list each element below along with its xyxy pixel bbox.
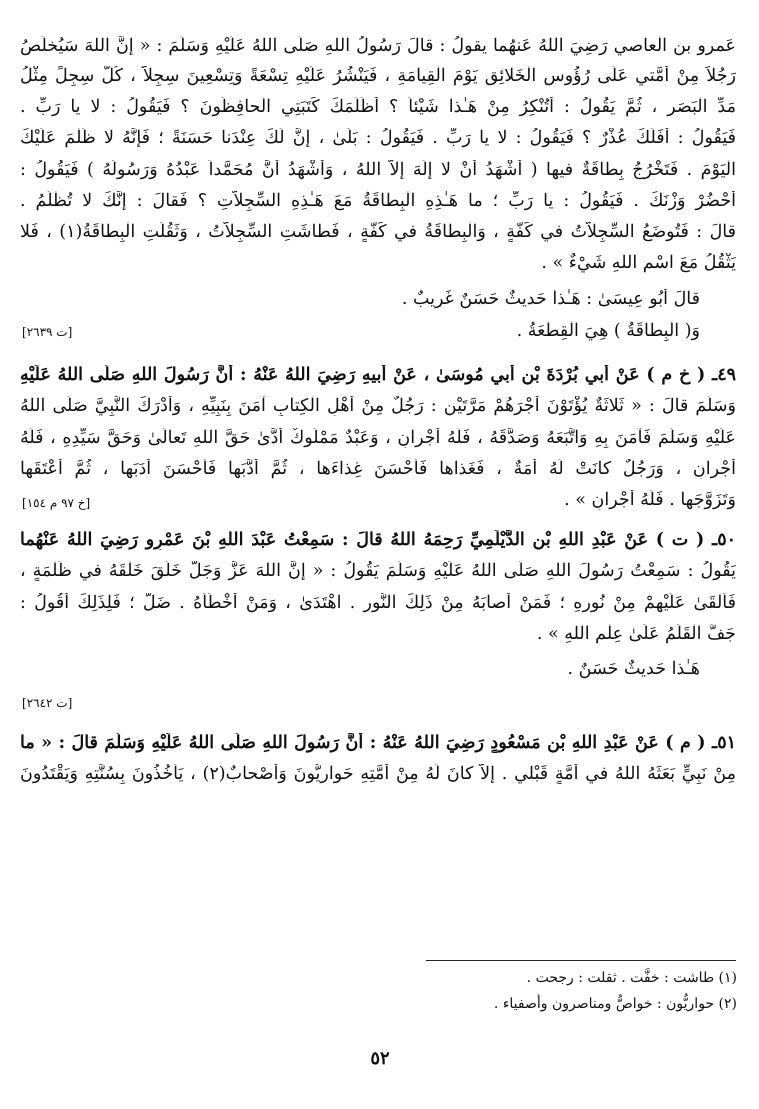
text-line: يَقُولُ : سَمِعْتُ رَسُولَ اللهِ صَلَّى اللهُ عَلَيْهِ وَسَلَّمَ يَقُولُ : « إِنَّ اللهَ عَزَّ وَجَلَّ خَلَقَ خَلْقَهُ في ظُلْمَةٍ ، [20,561,736,581]
gloss-note: وَ( الْبِطاقَةُ ) هِيَ الْقِطْعَةُ . [516,321,700,341]
text-line: مِنْ نَبِيٍّ بَعَثَهُ اللهُ في أُمَّةٍ قَبْلي . إِلاَّ كانَ لَهُ مِنْ أُمَّتِهِ حَوارِيُّونَ وَأَصْحابٌ(٢) ، يَأْخُذُونَ بِسُنَّتِهِ وَيَقْتَدُونَ [20,764,736,784]
text-line: عَمرو بنِ الْعاصي رَضِيَ اللهُ عَنهُما يقولُ : قالَ رَسُولُ اللهِ صَلَّى اللهُ عَلَيْهِ وَسَلَّمَ : « إِنَّ اللهَ سَيُخلِّصُ [20,36,736,56]
text-line: أَجْرانِ ، وَرَجُلٌ كانَتْ لَهُ أَمَةٌ ، فَغَذاها فَأَحْسَنَ غِذاءَها ، ثُمَّ أَدَّبَها فَأَحْسَنَ أَدَبَها ، ثُمَّ أَعْتَقَها [20,459,736,479]
text-line: يَثْقُلُ مَعَ اسْمِ اللهِ شَيْءٌ » . [541,253,736,273]
text-line: عَلَيْهِ وَسَلَّمَ فَآمَنَ بِهِ وَاتَّبَعَهُ وَصَدَّقَهُ ، فَلَهُ أَجْرانِ ، وَعَبْدٌ مَمْلُوكٌ أَدَّىٰ حَقَّ اللهِ تَعالَىٰ وَحَقَّ سَيِّدِهِ ، فَلَهُ [20,428,736,448]
text-line: وَتَزَوَّجَها . فَلَهُ أَجْرانِ » . [564,490,736,510]
source-reference: [ت ٢٦٤٢] [22,696,73,710]
footnote-2: (٢) حواريُّون : خواصُّ ومناصرون وأصفياء . [493,996,737,1012]
source-reference: [خ ٩٧ م ١٥٤] [22,496,91,510]
hadith-51-line: ٥١ـ ( م ) عَنْ عَبْدِ اللهِ بْنِ مَسْعُودٍ رَضِيَ اللهُ عَنْهُ : أَنَّ رَسُولَ اللهِ صَلَّى اللهُ عَلَيْهِ وَسَلَّمَ قالَ : « ما [20,733,736,753]
page-number: ٥٢ [370,1048,390,1069]
footnote-divider [426,960,736,961]
text-line: مَدِّ الْبَصَرِ ، ثُمَّ يَقُولُ : أَتُنْكِرُ مِنْ هَـٰذا شَيْئاً ؟ أَظَلَمَكَ كَتَبَتِي الْحافِظُونَ ؟ فَيَقُولُ : لا يا رَبِّ . [20,97,736,117]
hadith-49-line: ٤٩ـ ( خ م ) عَنْ أَبي بُرْدَةَ بْنِ أَبي مُوسَىٰ ، عَنْ أَبيهِ رَضِيَ اللهُ عَنْهُ : أَنَّ رَسُولَ اللهِ صَلَّى اللهُ عَلَيْهِ [20,365,736,385]
text-line: وَسَلَّمَ قالَ : « ثَلاثَةٌ يُؤْتَوْنَ أَجْرَهُمْ مَرَّتَيْنِ : رَجُلٌ مِنْ أَهْلِ الْكِتابِ آمَنَ بِنَبِيِّهِ ، وَأَدْرَكَ النَّبِيَّ صَلَّى اللهُ [20,396,736,416]
text-line: أَحْضُرْ وَزْنَكَ . فَيَقُولُ : يا رَبِّ ؛ ما هَـٰذِهِ الْبِطاقَةُ مَعَ هَـٰذِهِ السِّجِلاَّتِ ؟ فَقالَ : إِنَّكَ لا تُظْلَمُ . [20,191,736,211]
text-line: قالَ : فَتُوضَعُ السِّجِلاَّتُ في كَفَّةٍ ، وَالْبِطاقَةُ في كَفَّةٍ ، فَطاشَتِ السِّجِلاَّتُ ، وَثَقُلَتِ الْبِطاقَةُ(١) ، فَلا [20,222,736,242]
grading-note: هَـٰذا حَديثٌ حَسَنٌ . [567,659,700,679]
hadith-50-line: ٥٠ـ ( ت ) عَنْ عَبْدِ اللهِ بْنِ الدَّيْلَمِيِّ رَحِمَهُ اللهُ قالَ : سَمِعْتُ عَبْدَ اللهِ بْنَ عَمْرٍو رَضِيَ اللهُ عَنْهُما [20,530,736,550]
text-line: رَجُلاً مِنْ أُمَّتي عَلَى رُؤُوسِ الْخَلائِقِ يَوْمَ الْقِيامَةِ ، فَيَنْشُرُ عَلَيْهِ تِسْعَةً وَتِسْعِينَ سِجِلاًّ ، كُلُّ سِجِلٍّ مِثْلُ [20,66,736,86]
footnote-1: (١) طاشت : خفَّت . ثقلت : رجحت . [526,970,737,986]
source-reference: [ت ٢٦٣٩] [22,325,73,339]
text-line: فَيَقُولُ : أَفَلَكَ عُذْرٌ ؟ فَيَقُولُ : لا يا رَبِّ . فَيَقُولُ : بَلَىٰ ، إِنَّ لَكَ عِنْدَنا حَسَنَةً ؛ فَإِنَّهُ لا ظُلْمَ عَلَيْكَ [20,128,736,148]
grading-note: قالَ أَبُو عِيسَىٰ : هَـٰذا حَديثٌ حَسَنٌ غَريبٌ . [401,289,700,309]
text-line: جَفَّ الْقَلَمُ عَلَىٰ عِلْمِ اللهِ » . [536,624,736,644]
text-line: فَأَلْقَىٰ عَلَيْهِمْ مِنْ نُورِهِ ؛ فَمَنْ أَصابَهُ مِنْ ذَلِكَ النُّورِ . اهْتَدَىٰ ، وَمَنْ أَخْطَأَهُ . ضَلَّ ؛ فَلِذَلِكَ أَقُولُ : [20,593,736,613]
text-line: الْيَوْمَ . فَتَخْرُجُ بِطاقَةٌ فيها ( أَشْهَدُ أَنْ لا إِلَهَ إِلاَّ اللهُ ، وَأَشْهَدُ أَنَّ مُحَمَّداً عَبْدُهُ وَرَسُولُهُ ) فَيَقُولُ : [20,160,736,180]
